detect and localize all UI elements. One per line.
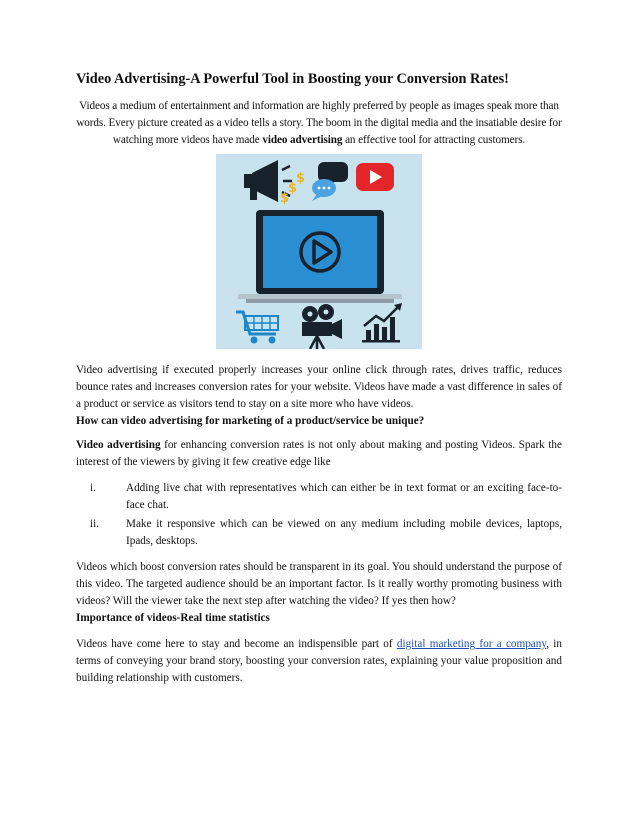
heading-importance: Importance of videos-Real time statistics: [76, 612, 270, 624]
shopping-cart-icon: [236, 312, 278, 344]
list-item: [76, 480, 562, 514]
importance-text-end: , in terms of conveying your brand story, boosting your conversion rates, explaining your value proposition and building relationship with customers.: [76, 638, 563, 684]
digital-marketing-link[interactable]: digital marketing for a company: [396, 638, 547, 650]
document-body: [76, 70, 562, 687]
intro-text: Videos a medium of entertainment and information are highly preferred by people as images speak more than words. Every picture created as a video tells a story. The boom in the digital media and the insatiable desire for watching more videos have made: [76, 100, 562, 146]
illustration-wrap: [76, 154, 562, 349]
intro-text-end: an effective tool for attracting customers.: [342, 134, 526, 146]
list-item-text: Adding live chat with representatives which can either be in text format or an exciting face-to-face chat.: [126, 482, 562, 511]
conversion-goal-paragraph: Videos which boost conversion rates should be transparent in its goal. You should understand the purpose of this video. The targeted audience should be an important factor. Is it really worthy promoting business with videos? Will the viewer take the next step after watching the video? If yes then how?: [76, 561, 562, 607]
video-marketing-illustration: [216, 154, 422, 349]
importance-paragraph: [76, 636, 562, 687]
list-item: [76, 516, 562, 550]
importance-text: Videos have come here to stay and become an indispensible part of: [76, 638, 397, 650]
heading-unique: How can video advertising for marketing of a product/service be unique?: [76, 415, 425, 427]
intro-bold-term: video advertising: [262, 134, 343, 146]
list-item-number: i.: [90, 482, 96, 494]
intro-paragraph: [76, 98, 562, 149]
svg-text:$: $: [296, 171, 306, 186]
creative-edge-bold-term: Video advertising: [76, 439, 161, 451]
list-item-number: ii.: [90, 518, 100, 530]
document-title: Video Advertising-A Powerful Tool in Boosting your Conversion Rates!: [76, 71, 509, 87]
laptop-play-icon: [238, 210, 402, 303]
creative-edge-text: for enhancing conversion rates is not only about making and posting Videos. Spark the interest of the viewers by giving it few creative edge like: [76, 439, 562, 468]
svg-text:$: $: [288, 181, 298, 196]
film-camera-icon: [302, 304, 342, 349]
svg-text:$: $: [280, 191, 290, 206]
list-item-text: Make it responsive which can be viewed on any medium including mobile devices, laptops, Ipads, desktops.: [126, 518, 562, 547]
benefits-paragraph: Video advertising if executed properly increases your online click through rates, drives traffic, reduces bounce rates and increases conversion rates for your website. Videos have made a vast difference in sales of a product or service as visitors tend to stay on a site more who have videos.: [76, 364, 562, 410]
ideas-list: [76, 480, 562, 550]
chat-bubbles-icon: [312, 162, 348, 201]
growth-chart-icon: [362, 303, 402, 343]
youtube-play-icon: [356, 163, 394, 191]
dollar-signs-icon: [280, 171, 305, 206]
creative-edge-paragraph: [76, 437, 562, 471]
